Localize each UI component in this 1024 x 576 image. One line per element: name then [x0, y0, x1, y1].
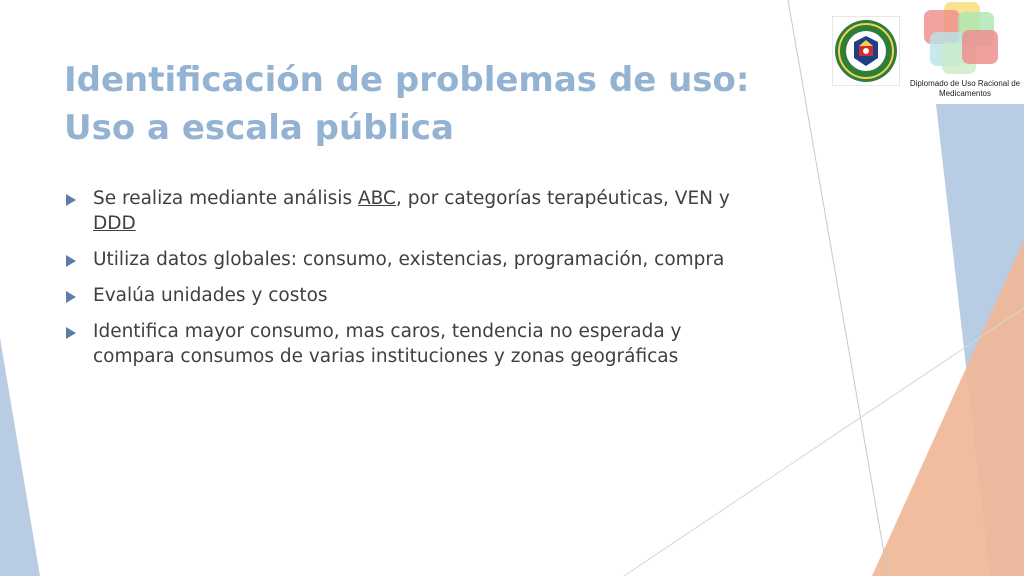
- bullet-item: [64, 247, 764, 272]
- course-name: Diplomado de Uso Racional de Medicamentos: [909, 79, 1021, 98]
- bullet-text: , por categorías terapéuticas, VEN y: [395, 188, 730, 209]
- triangle-right-icon: [66, 194, 76, 206]
- bullet-list: [64, 186, 764, 380]
- bullet-item: [64, 319, 764, 369]
- triangle-right-icon: [66, 291, 76, 303]
- diagonal-line: [788, 0, 888, 576]
- bullet-text: Identifica mayor consumo, mas caros, tendencia no esperada y compara consumos de varias instituciones y zonas geográficas: [93, 321, 682, 367]
- bullet-text: Utiliza datos globales: consumo, existencias, programación, compra: [93, 249, 725, 270]
- diplomado-squares-logo: [920, 2, 1000, 80]
- slide-title-line: Identificación de problemas de uso:: [64, 60, 750, 100]
- triangle-right-icon: [66, 255, 76, 267]
- slide-title-line: Uso a escala pública: [64, 108, 454, 148]
- underlined-term: DDD: [93, 213, 136, 234]
- left-accent-shape: [0, 338, 40, 576]
- triangle-right-icon: [66, 327, 76, 339]
- bullet-item: [64, 186, 764, 236]
- bullet-text: Se realiza mediante análisis: [93, 188, 358, 209]
- slide-title: [64, 56, 784, 152]
- underlined-term: ABC: [357, 188, 396, 209]
- university-seal-logo: [832, 16, 900, 86]
- bullet-text: Evalúa unidades y costos: [93, 285, 328, 306]
- right-peach-shape: [872, 240, 1024, 576]
- bullet-item: [64, 283, 764, 308]
